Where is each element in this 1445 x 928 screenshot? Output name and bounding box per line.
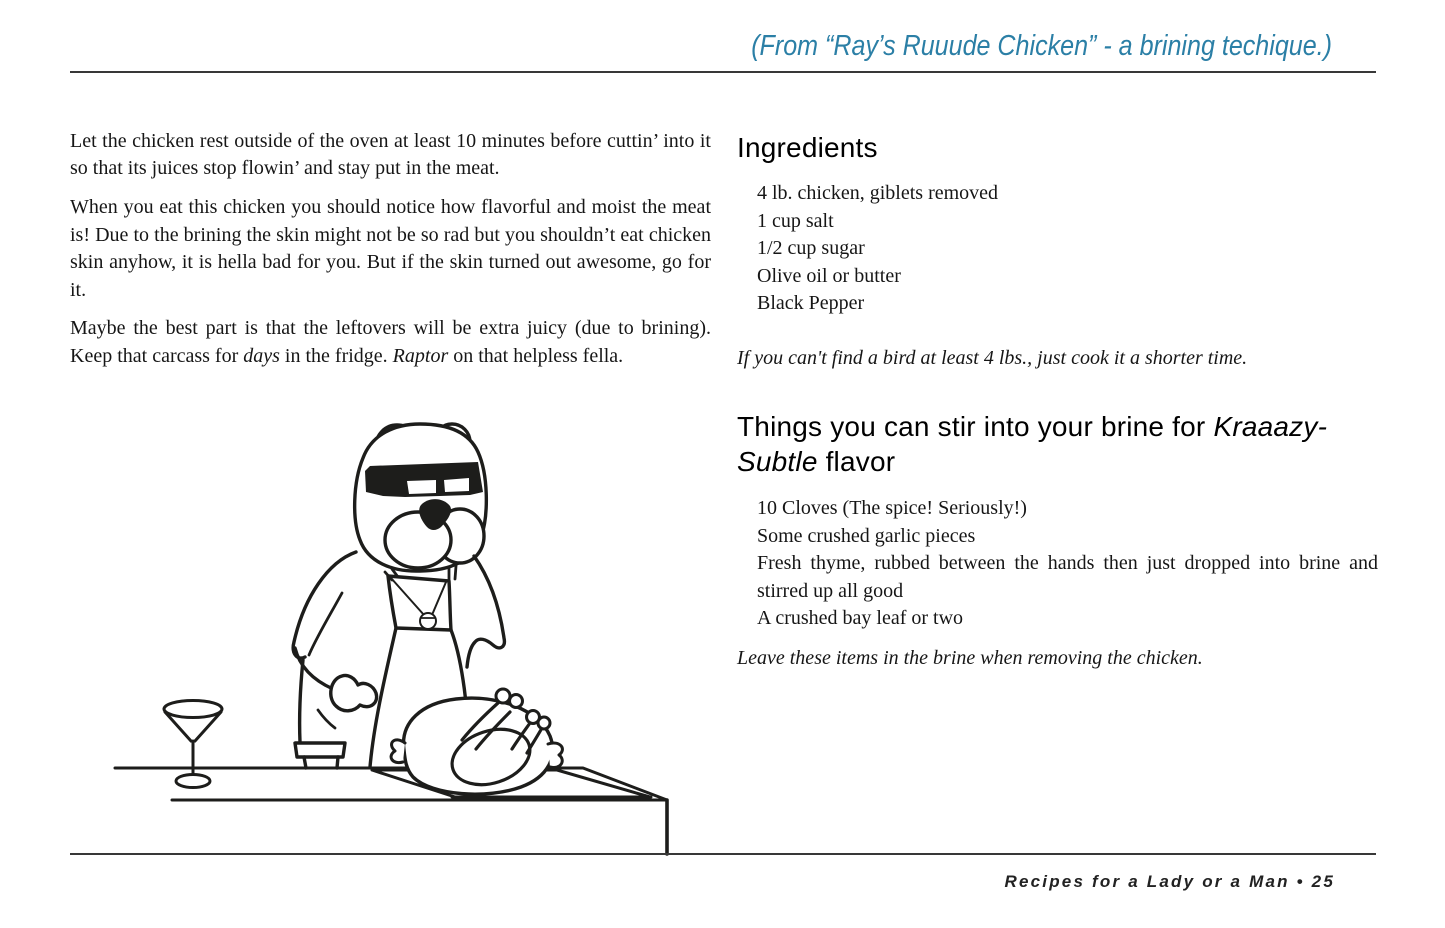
sunglasses-lens-left — [407, 480, 436, 494]
ingredient-item: Olive oil or butter — [757, 264, 901, 287]
chicken-wing-nub — [391, 740, 405, 763]
brine-item: Some crushed garlic pieces — [757, 524, 976, 547]
italic-raptor: Raptor — [392, 344, 449, 367]
chicken-tail-nub — [548, 743, 562, 768]
paragraph-rest: Let the chicken rest outside of the oven at least 10 minutes before cuttin’ into it so that its juices stop flowin’ and stay put in the meat. — [70, 130, 711, 180]
brine-item: A crushed bay leaf or two — [757, 607, 964, 629]
sunglasses-lens-right — [444, 478, 469, 492]
brine-note: Leave these items in the brine when removing the chicken. — [737, 646, 1203, 669]
ingredients-list — [737, 180, 1378, 318]
ingredient-item: 1/2 cup sugar — [757, 237, 865, 259]
brine-list — [737, 495, 1378, 633]
brine-item: Fresh thyme, rubbed between the hands then just dropped into brine and stirred up all good — [757, 552, 1378, 602]
ingredient-item: 1 cup salt — [757, 209, 834, 232]
bear-body-left-edge — [300, 660, 303, 742]
brine-heading: Things you can stir into your brine for Kraaazy-Subtle flavor — [737, 411, 1328, 477]
bear-left-paw — [331, 675, 377, 710]
paragraph-eat: When you eat this chicken you should notice how flavorful and moist the meat is! Due to the brining the skin might not be so rad but you shouldn’t eat chicken skin anyhow, it is hella bad for you. But if the skin turned out awesome, go for it. — [70, 196, 711, 301]
apron-strap-right — [449, 566, 456, 580]
bear-cuff — [295, 743, 345, 757]
bear-left-arm — [293, 552, 356, 658]
header-note — [672, 30, 1332, 63]
italic-kraaazy-subtle: Kraaazy-Subtle — [737, 411, 1328, 477]
chicken-bone-knob — [496, 689, 510, 703]
chicken-bone-knob — [510, 695, 523, 708]
bear-chef-illustration — [60, 415, 680, 857]
brine-item: 10 Cloves (The spice! Seriously!) — [757, 497, 1027, 519]
left-column — [70, 128, 711, 382]
right-column — [737, 130, 1378, 672]
bear-forearm-crease — [318, 710, 335, 728]
header-note-text: (From “Ray’s Ruuude Chicken” - a brining techique.) — [751, 30, 1332, 62]
necklace — [391, 578, 446, 615]
ingredient-item: 4 lb. chicken, giblets removed — [757, 182, 999, 204]
footer-rule — [70, 853, 1376, 855]
italic-days: days — [243, 344, 280, 367]
chicken-bone-knob — [538, 717, 550, 729]
martini-glass-base — [176, 775, 210, 788]
bear-right-arm — [467, 556, 504, 667]
bear-left-arm-inner — [309, 593, 342, 655]
ingredient-item: Black Pepper — [757, 292, 865, 314]
top-rule — [70, 71, 1376, 73]
martini-glass-rim — [164, 701, 222, 718]
footer-page-label: Recipes for a Lady or a Man • 25 — [1004, 872, 1335, 891]
necklace-pendant — [420, 613, 436, 629]
ingredients-heading: Ingredients — [737, 132, 878, 163]
paragraph-leftovers: Maybe the best part is that the leftovers will be extra juicy (due to brining). Keep that carcass for days in the fridge. Raptor on that helpless fella. — [70, 317, 711, 367]
ingredients-note: If you can't find a bird at least 4 lbs., just cook it a shorter time. — [737, 346, 1248, 369]
